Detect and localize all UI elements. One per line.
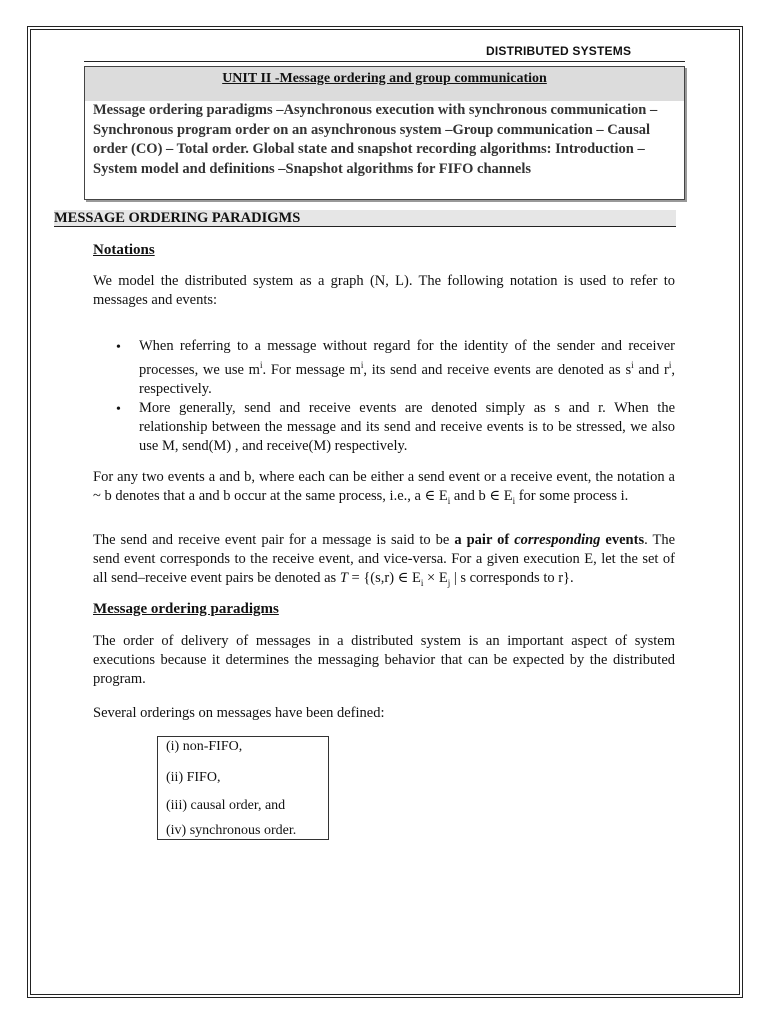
- section-heading: MESSAGE ORDERING PARADIGMS: [54, 210, 676, 227]
- bullet-marker-1: •: [116, 340, 121, 355]
- ordering-item: (i) non-FIFO,: [166, 739, 243, 754]
- paragraph-corresponding-events: The send and receive event pair for a message is said to be a pair of corresponding events. The send event corresponds to the receive event, and vice-versa. For a given execution E, let the set of all send–receive event pairs be denoted as T = {(s,r) ∈ $E_i \times E_j$ | s corresponds to r}.: [93, 532, 676, 588]
- ordering-item: (ii) FIFO,: [166, 770, 221, 785]
- header-rule: [84, 61, 685, 62]
- unit-summary-box: [84, 66, 685, 200]
- orderings-list-box: [157, 736, 329, 840]
- paragraph-delivery-order: The order of delivery of messages in a distributed system is an important aspect of system executions because it determines the messaging behavior that can be expected by the distributed program.: [93, 633, 675, 687]
- bullet-item-send-receive: More generally, send and receive events are denoted simply as s and r. When the relationship between the message and its send and receive events is to be stressed, we also use M, send(M) , and receive(M) respectively.: [139, 400, 675, 454]
- paragraph-orderings-intro: Several orderings on messages have been defined:: [93, 705, 385, 721]
- paradigms-heading: Message ordering paradigms: [93, 601, 279, 617]
- notations-intro: We model the distributed system as a graph (N, L). The following notation is used to refer to messages and events:: [93, 273, 675, 308]
- ordering-item: (iii) causal order, and: [166, 798, 286, 813]
- unit-title-bar: [85, 67, 684, 101]
- notations-heading: Notations: [93, 242, 155, 258]
- running-header: DISTRIBUTED SYSTEMS: [486, 44, 632, 58]
- paragraph-same-process: For any two events a and b, where each can be either a send event or a receive event, the notation a ~ b denotes that a and b occur at the same process, i.e., a ∈ $E_i$ and b ∈ $E_i$ for some process i.: [93, 469, 675, 506]
- unit-title: UNIT II -Message ordering and group communication: [222, 71, 547, 86]
- unit-description: Message ordering paradigms –Asynchronous execution with synchronous communication –Synchronous program order on an asynchronous system –Group communication – Causal order (CO) – Total order. Global state and snapshot recording algorithms: Introduction –System model and definitions –Snapshot algorithms for FIFO channels: [93, 102, 658, 177]
- ordering-item: (iv) synchronous order.: [166, 823, 297, 838]
- bullet-marker-2: •: [116, 402, 121, 417]
- bullet-item-message-notation: When referring to a message without regard for the identity of the sender and receiver processes, we use $m^i$. For message $m^i$, its send and receive events are denoted as $s^i$ and $r^i$, respectively.: [139, 338, 675, 397]
